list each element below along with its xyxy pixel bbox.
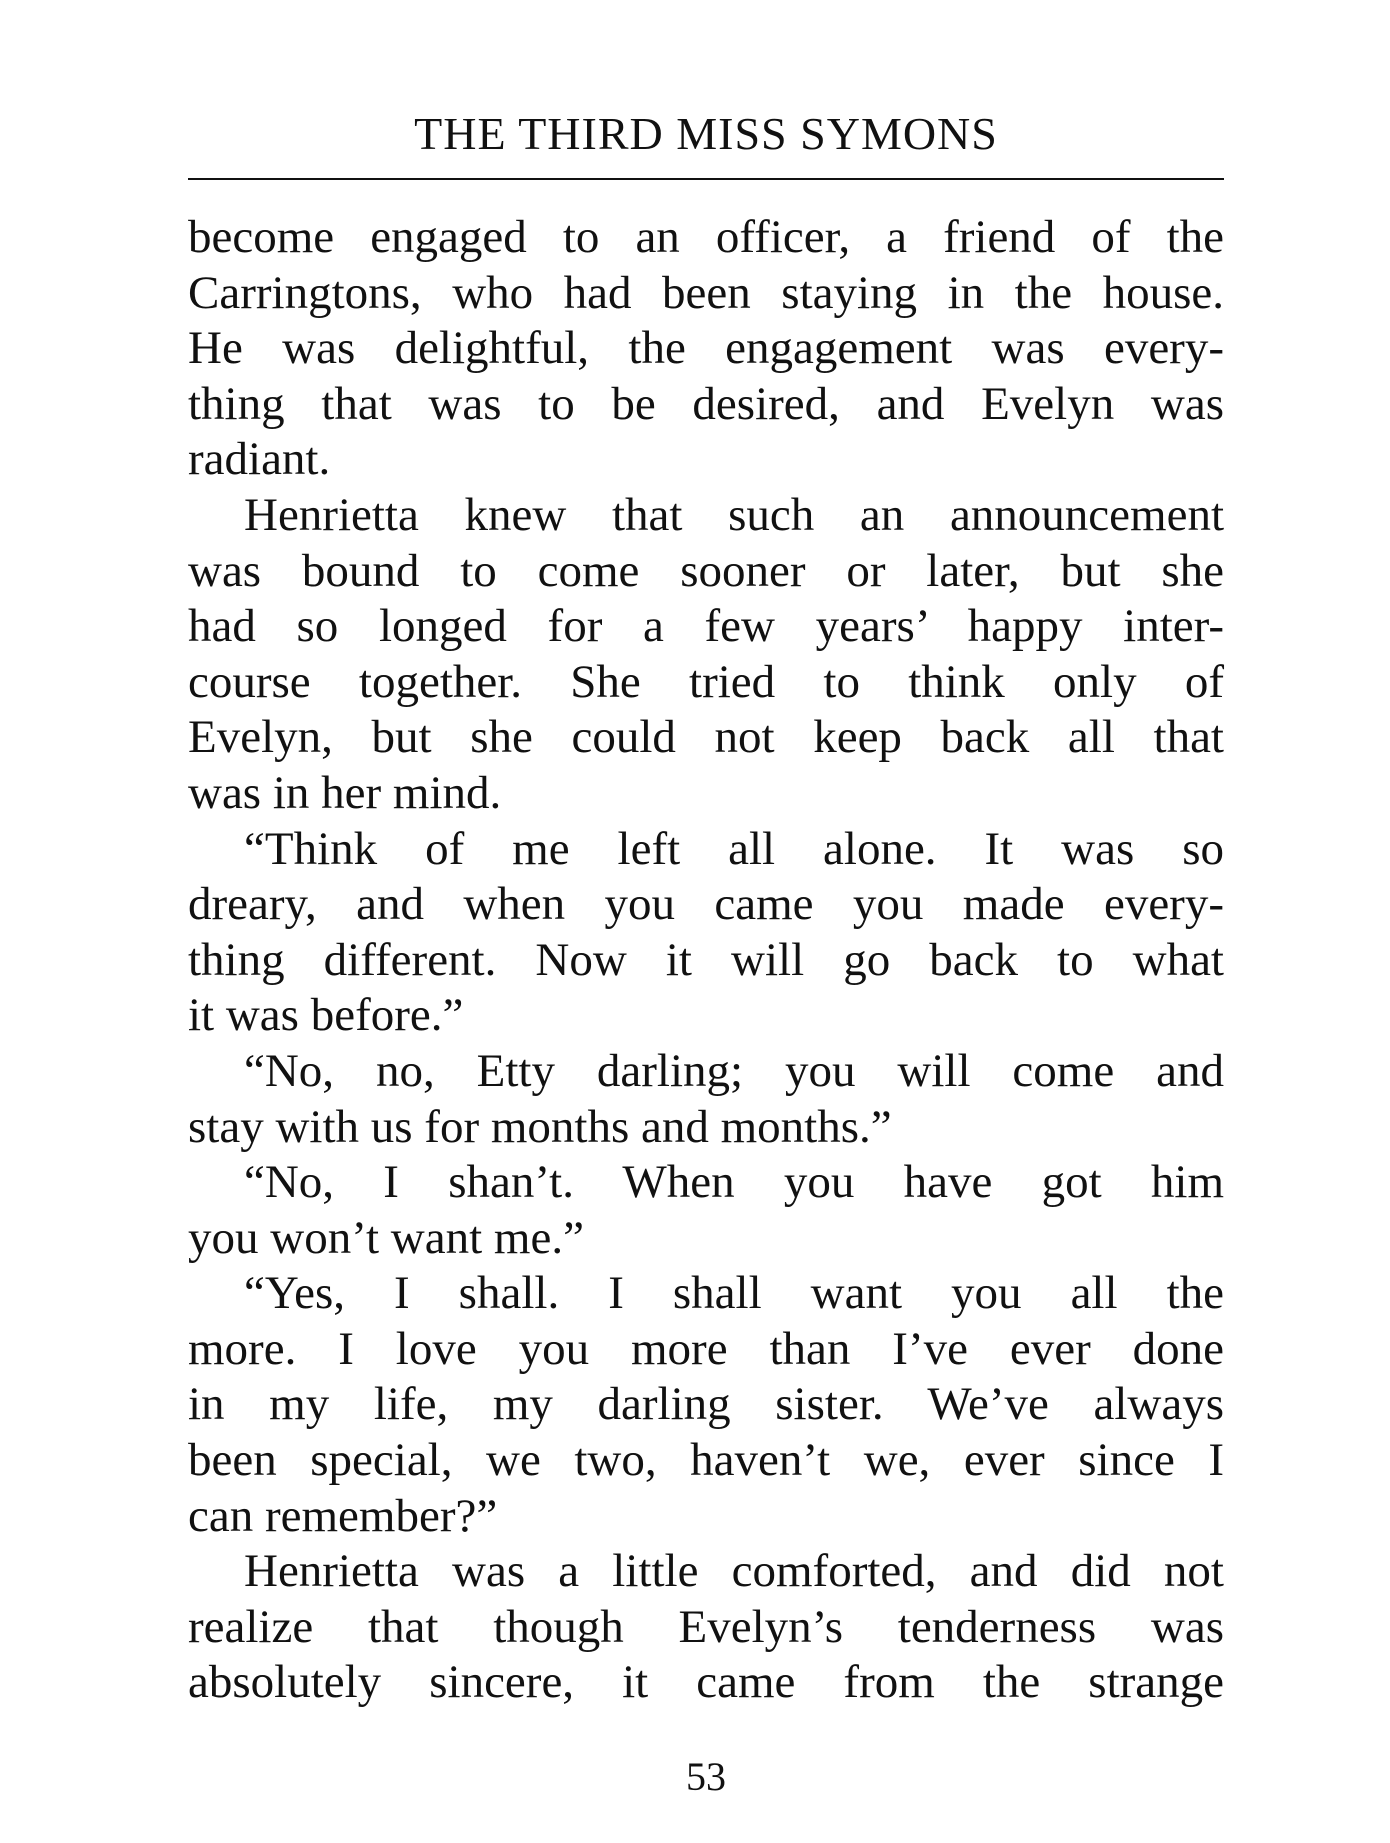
text-line: thing that was to be desired, and Evelyn was [188,377,1224,430]
text-line: Evelyn, but she could not keep back all that [188,711,1224,764]
text-line: become engaged to an officer, a friend of the [188,211,1224,263]
text-line: more. I love you more than I’ve ever done [188,1322,1224,1375]
running-head: THE THIRD MISS SYMONS [414,108,998,159]
text-line: “Think of me left all alone. It was so [244,822,1224,875]
text-line: stay with us for months and months.” [188,1100,892,1153]
text-line: realize that though Evelyn’s tenderness was [188,1600,1224,1653]
text-line: had so longed for a few years’ happy inter- [188,600,1224,653]
header-rule [188,178,1224,180]
text-line: radiant. [188,433,331,486]
text-line: “No, I shan’t. When you have got him [244,1156,1224,1209]
text-line: thing different. Now it will go back to what [188,933,1224,986]
text-line: dreary, and when you came you made every- [188,878,1224,931]
text-line: Carringtons, who had been staying in the house. [188,266,1224,319]
page-number: 53 [686,1754,726,1799]
text-line: Henrietta was a little comforted, and did not [244,1545,1224,1598]
text-line: in my life, my darling sister. We’ve always [188,1378,1224,1431]
text-line: was bound to come sooner or later, but she [188,544,1224,597]
text-line: you won’t want me.” [188,1211,584,1264]
text-line: been special, we two, haven’t we, ever since I [188,1434,1224,1487]
text-line: Henrietta knew that such an announcement [244,488,1224,541]
text-line: He was delightful, the engagement was every- [188,322,1224,375]
text-line: “No, no, Etty darling; you will come and [244,1044,1224,1097]
text-line: course together. She tried to think only of [188,655,1224,708]
text-line: was in her mind. [188,766,502,819]
text-line: “Yes, I shall. I shall want you all the [244,1267,1224,1320]
text-line: can remember?” [188,1489,498,1542]
text-line: absolutely sincere, it came from the strange [188,1656,1224,1709]
body-text [188,210,1224,1711]
text-line: it was before.” [188,989,464,1042]
